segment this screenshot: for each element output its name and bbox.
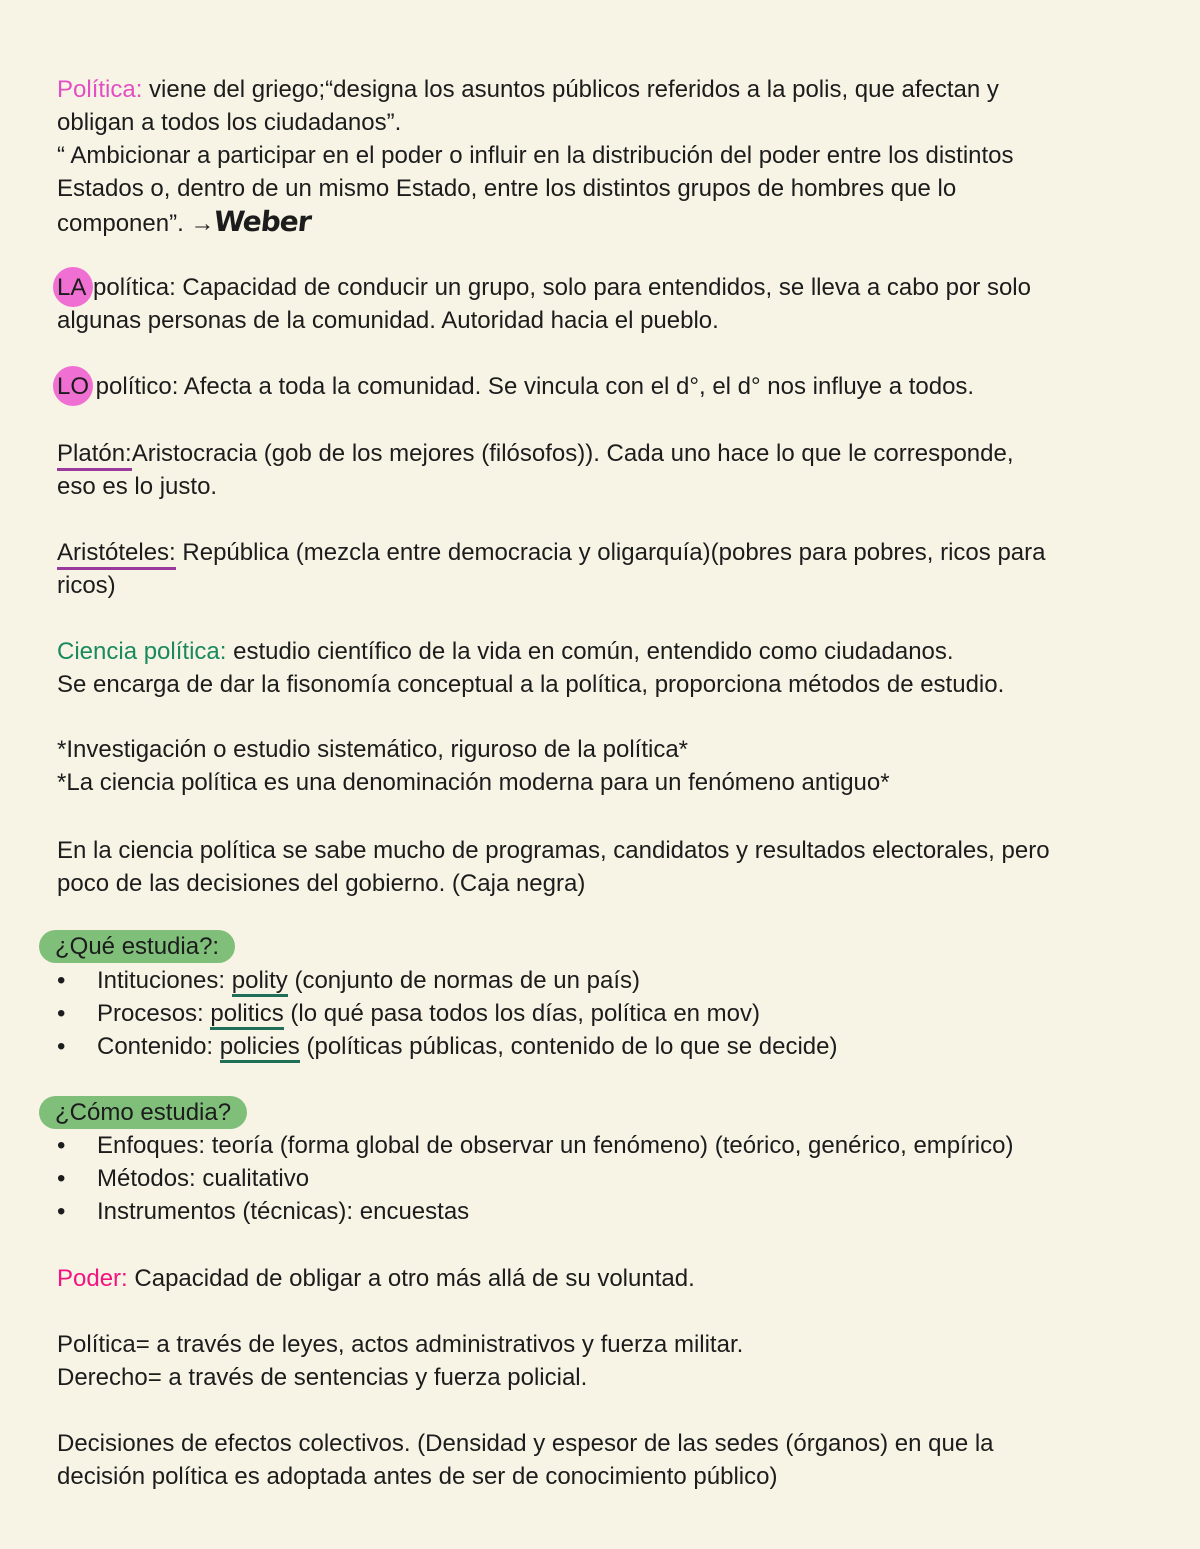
term-ciencia-politica: Ciencia política: xyxy=(57,638,227,665)
label: Procesos: xyxy=(97,1000,211,1027)
note-line-1: *Investigación o estudio sistemático, riguroso de la política* xyxy=(57,736,689,763)
la-politica-line-2: algunas personas de la comunidad. Autoridad hacia el pueblo. xyxy=(57,307,719,334)
term-platon: Platón: xyxy=(57,440,132,471)
bullet-icon: • xyxy=(57,1198,66,1225)
list-item-text: Instrumentos (técnicas): encuestas xyxy=(97,1198,470,1225)
lo-politico-line xyxy=(57,370,974,403)
term-la-highlight: LA xyxy=(57,271,86,304)
keyword: polity xyxy=(232,967,288,997)
decisiones-line-1: Decisiones de efectos colectivos. (Densidad y espesor de las sedes (órganos) en que la xyxy=(57,1430,994,1457)
que-estudia-heading xyxy=(57,930,235,963)
term-politica: Política: xyxy=(57,76,143,103)
platon-line-2: eso es lo justo. xyxy=(57,473,218,500)
list-item-text xyxy=(97,997,760,1030)
term-aristoteles: Aristóteles: xyxy=(57,539,176,570)
caja-negra-line-2: poco de las decisiones del gobierno. (Caja negra) xyxy=(57,870,586,897)
term-lo-highlight: LO xyxy=(57,370,89,403)
label: Contenido: xyxy=(97,1033,220,1060)
politica-definition-line-2: obligan a todos los ciudadanos”. xyxy=(57,109,402,136)
note-line-2: *La ciencia política es una denominación moderna para un fenómeno antiguo* xyxy=(57,769,890,796)
handwritten-author: Weber xyxy=(212,205,313,238)
aristoteles-line-2: ricos) xyxy=(57,572,116,599)
weber-quote-line-3 xyxy=(57,205,311,240)
bullet-icon: • xyxy=(57,1165,66,1192)
text: política: Capacidad de conducir un grupo, solo para entendidos, se lleva a cabo por solo xyxy=(86,274,1031,301)
ciencia-politica-line-1 xyxy=(57,635,954,668)
description: (conjunto de normas de un país) xyxy=(287,967,640,994)
aristoteles-line-1 xyxy=(57,536,1045,569)
weber-quote-line-2: Estados o, dentro de un mismo Estado, entre los distintos grupos de hombres que lo xyxy=(57,175,957,202)
heading-pill: ¿Cómo estudia? xyxy=(39,1096,247,1129)
text: componen”. xyxy=(57,210,184,237)
list-item-text: Enfoques: teoría (forma global de observar un fenómeno) (teórico, genérico, empírico) xyxy=(97,1132,1014,1159)
text: estudio científico de la vida en común, entendido como ciudadanos. xyxy=(226,638,954,665)
description: (lo qué pasa todos los días, política en mov) xyxy=(283,1000,761,1027)
weber-quote-line-1: “ Ambicionar a participar en el poder o influir en la distribución del poder entre los distintos xyxy=(57,142,1014,169)
term-poder: Poder: xyxy=(57,1265,128,1292)
heading-pill: ¿Qué estudia?: xyxy=(39,930,235,963)
la-politica-line-1 xyxy=(57,271,1031,304)
ciencia-politica-line-2: Se encarga de dar la fisonomía conceptual a la política, proporciona métodos de estudio. xyxy=(57,671,1005,698)
platon-line-1 xyxy=(57,437,1014,470)
text: viene del griego;“designa los asuntos públicos referidos a la polis, que afectan y xyxy=(142,76,999,103)
list-item-text xyxy=(97,1030,837,1063)
caja-negra-line-1: En la ciencia política se sabe mucho de programas, candidatos y resultados electorales, pero xyxy=(57,837,1050,864)
bullet-icon: • xyxy=(57,1132,66,1159)
text: República (mezcla entre democracia y oligarquía)(pobres para pobres, ricos para xyxy=(175,539,1046,566)
bullet-icon: • xyxy=(57,1000,66,1027)
keyword: policies xyxy=(220,1033,300,1063)
arrow-icon: → xyxy=(190,210,215,237)
text: Capacidad de obligar a otro más allá de su voluntad. xyxy=(127,1265,695,1292)
bullet-icon: • xyxy=(57,1033,66,1060)
como-estudia-heading xyxy=(57,1096,247,1129)
text: Aristocracia (gob de los mejores (filósofos)). Cada uno hace lo que le corresponde, xyxy=(131,440,1014,467)
politica-derecho-line-1: Política= a través de leyes, actos administrativos y fuerza militar. xyxy=(57,1331,744,1358)
description: (políticas públicas, contenido de lo que se decide) xyxy=(299,1033,838,1060)
politica-definition-line-1 xyxy=(57,73,999,106)
label: Intituciones: xyxy=(97,967,232,994)
keyword: politics xyxy=(210,1000,283,1030)
list-item-text xyxy=(97,964,640,997)
politica-derecho-line-2: Derecho= a través de sentencias y fuerza policial. xyxy=(57,1364,588,1391)
list-item-text: Métodos: cualitativo xyxy=(97,1165,310,1192)
decisiones-line-2: decisión política es adoptada antes de ser de conocimiento público) xyxy=(57,1463,778,1490)
bullet-icon: • xyxy=(57,967,66,994)
poder-line xyxy=(57,1262,695,1295)
text: político: Afecta a toda la comunidad. Se vincula con el d°, el d° nos influye a todos. xyxy=(89,373,975,400)
